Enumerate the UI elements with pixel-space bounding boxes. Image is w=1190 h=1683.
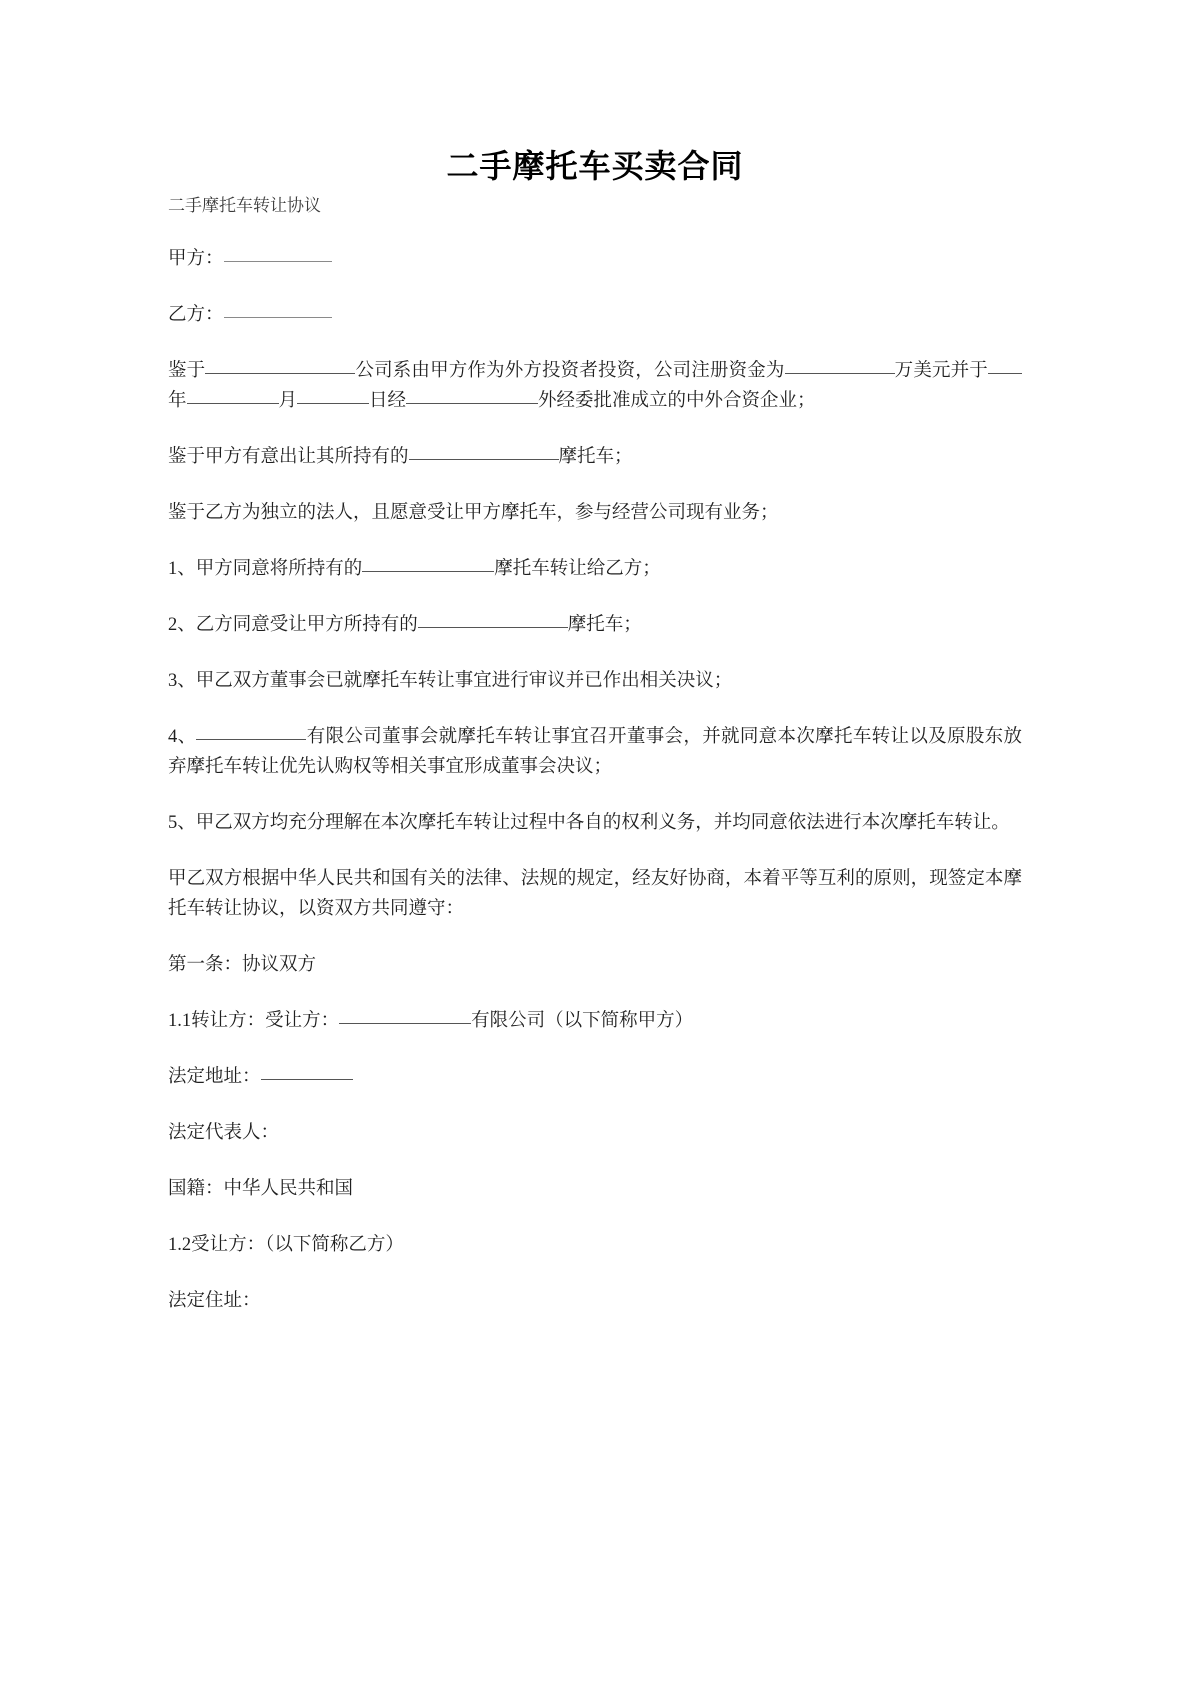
list-item-1 [168,555,1022,585]
preamble-paragraph: 甲乙双方根据中华人民共和国有关的法律、法规的规定，经友好协商，本着平等互利的原则，现签定本摩托车转让协议，以资双方共同遵守： [168,868,1022,919]
item-4-blank-company[interactable] [196,721,306,740]
list-item-3: 3、甲乙双方董事会已就摩托车转让事宜进行审议并已作出相关决议； [168,670,733,691]
nationality-line: 国籍：中华人民共和国 [168,1178,354,1199]
recital-1-blank-authority[interactable] [406,386,538,405]
clause-1-1-seg2: 有限公司（以下简称甲方） [471,1010,694,1031]
item-2-seg2: 摩托车； [567,614,642,635]
document-subtitle: 二手摩托车转让协议 [168,196,321,215]
clause-1-2: 1.2受让方：（以下简称乙方） [168,1234,404,1255]
item-4-seg2: 有限公司董事会就摩托车转让事宜召开董事会，并就同意本次摩托车转让以及原股东放弃摩托车转让优先认购权等相关事宜形成董事会决议； [168,726,1022,777]
item-2-seg1: 2、乙方同意受让甲方所持有的 [168,614,418,635]
recital-1-blank-day[interactable] [297,386,369,405]
party-b-blank[interactable] [224,300,332,319]
page-title: 二手摩托车买卖合同 [446,148,744,184]
recital-paragraph-3: 鉴于乙方为独立的法人，且愿意受让甲方摩托车，参与经营公司现有业务； [168,503,779,524]
clause-1-1-seg1: 1.1转让方：受让方： [168,1010,340,1031]
clause-1-1-blank-company[interactable] [339,1005,471,1024]
recital-1-seg2: 公司系由甲方作为外方投资者投资，公司注册资金为 [355,361,785,382]
recital-1-seg5: 月 [278,391,298,412]
clause-1-1 [168,1007,1022,1037]
list-item-5: 5、甲乙双方均充分理解在本次摩托车转让过程中各自的权利义务，并均同意依法进行本次摩托车转让。 [168,812,1010,833]
recital-2-seg2: 摩托车； [558,447,633,468]
party-b-label: 乙方： [168,305,224,326]
item-4-seg1: 4、 [168,726,197,747]
legal-address-line [168,1063,1022,1093]
list-item-2 [168,611,1022,641]
recital-paragraph-2 [168,443,1022,473]
party-a-label: 甲方： [168,249,224,270]
recital-1-blank-capital[interactable] [785,356,895,375]
item-1-seg2: 摩托车转让给乙方； [494,559,661,579]
party-b-line [168,301,1022,331]
legal-residence-line: 法定住址： [168,1290,261,1311]
recital-1-blank-month[interactable] [187,386,279,405]
party-a-line [168,245,1022,275]
recital-1-seg4: 年 [168,391,187,412]
legal-address-label: 法定地址： [168,1066,261,1087]
legal-representative-line: 法定代表人： [168,1122,280,1143]
recital-1-seg7: 外经委批准成立的中外合资企业； [538,391,816,412]
item-1-seg1: 1、甲方同意将所持有的 [168,559,363,579]
item-1-blank[interactable] [362,553,494,572]
list-item-4 [168,723,1022,783]
recital-paragraph-1 [168,357,1022,417]
recital-2-blank-motorcycle[interactable] [409,442,559,461]
recital-1-seg6: 日经 [369,391,407,412]
recital-1-blank-year[interactable] [988,356,1022,375]
recital-1-seg1: 鉴于 [168,361,206,382]
party-a-blank[interactable] [224,244,332,263]
item-2-blank[interactable] [418,609,568,628]
recital-1-seg3: 万美元并于 [894,361,988,382]
recital-2-seg1: 鉴于甲方有意出让其所持有的 [168,447,409,468]
legal-address-blank[interactable] [261,1061,353,1080]
recital-1-blank-company[interactable] [205,356,355,375]
article-1-title: 第一条：协议双方 [168,954,317,975]
